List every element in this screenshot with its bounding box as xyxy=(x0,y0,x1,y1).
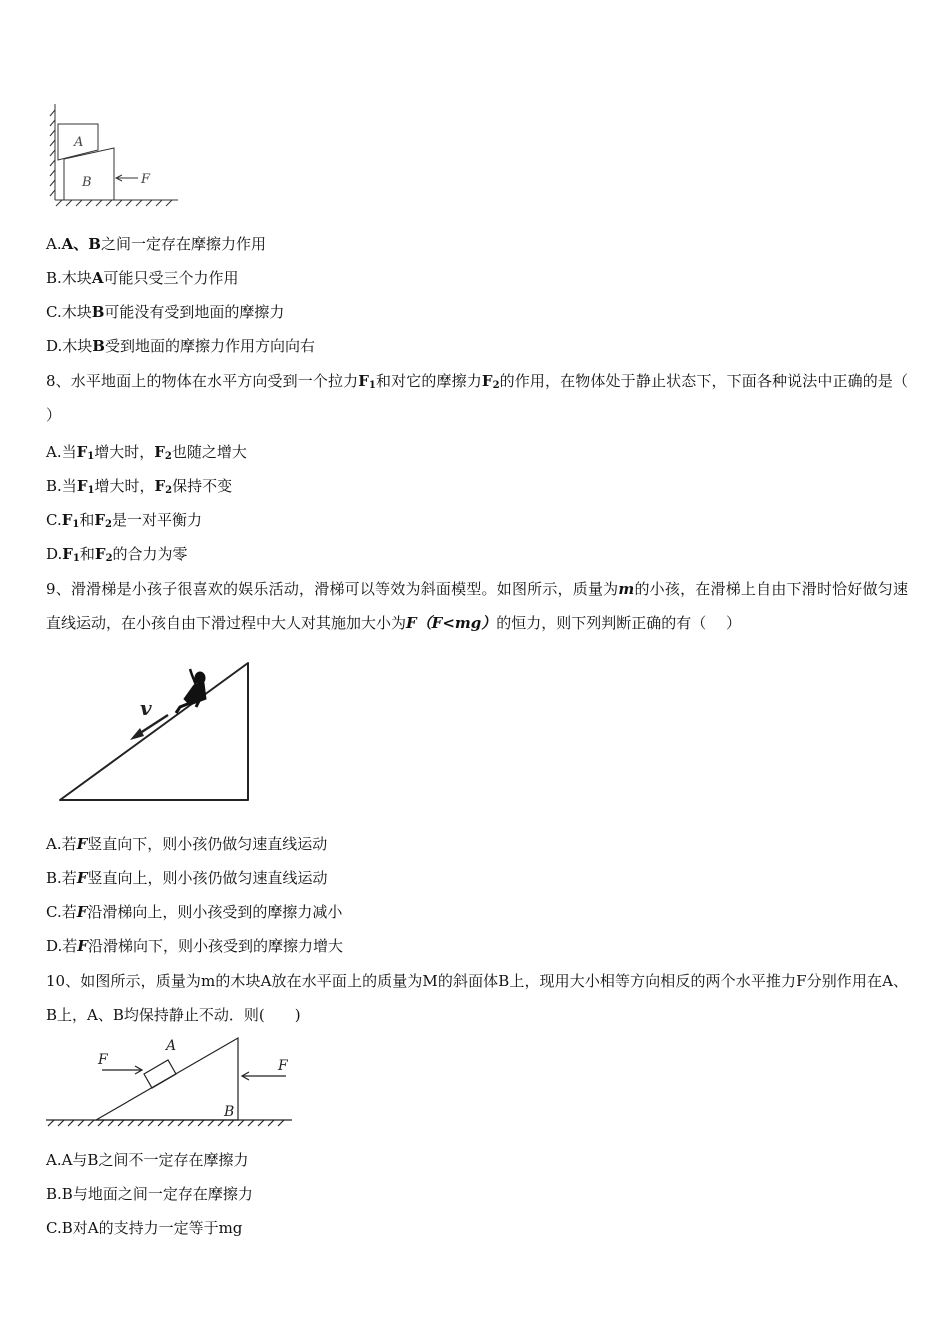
q9-stem-text: 的小孩，在滑梯上自由下滑时恰好做匀速直线运动，在小孩自由下滑过程中大人对其施加大小为 xyxy=(46,580,908,632)
force-symbol: F xyxy=(76,903,88,921)
force-symbol: F xyxy=(481,372,493,390)
subscript: 1 xyxy=(87,485,95,496)
q8-f2 xyxy=(482,372,500,390)
option-text: 当 xyxy=(61,477,77,495)
q9-figure-velocity-label: v xyxy=(140,696,152,720)
q8-f2 xyxy=(94,511,112,529)
q8-f1 xyxy=(358,372,376,390)
velocity-arrowhead-icon xyxy=(130,728,144,740)
q9-stem-text: 9、滑滑梯是小孩子很喜欢的娱乐活动，滑梯可以等效为斜面模型。如图所示，质量为 xyxy=(46,580,619,598)
q8-option-c[interactable] xyxy=(46,510,202,530)
force-symbol: F xyxy=(94,545,106,563)
option-label: A. xyxy=(46,235,62,253)
q7-figure-label-b: B xyxy=(82,175,92,190)
subscript: 1 xyxy=(72,519,80,530)
option-text: 若 xyxy=(61,835,77,853)
option-text: 和 xyxy=(79,511,95,529)
force-symbol: F xyxy=(358,372,369,390)
option-label: D. xyxy=(46,545,63,563)
subscript: 2 xyxy=(105,519,112,530)
q8-f2 xyxy=(154,443,172,461)
q10-option-a[interactable]: A.A与B之间不一定存在摩擦力 xyxy=(46,1151,249,1169)
option-text: 若 xyxy=(61,903,77,921)
option-text: 增大时， xyxy=(94,477,155,495)
force-symbol: F xyxy=(61,511,73,529)
subscript: 1 xyxy=(368,380,376,391)
option-text: 也随之增大 xyxy=(171,443,247,461)
q8-stem-text: 的作用，在物体处于静止状态下，下面各种说法中正确的是（ ） xyxy=(46,372,908,424)
option-text: 若 xyxy=(62,937,78,955)
option-text: 竖直向上，则小孩仍做匀速直线运动 xyxy=(87,869,328,887)
q8-stem xyxy=(46,364,908,432)
option-text: 之间一定存在摩擦力作用 xyxy=(100,235,266,253)
q8-option-a[interactable] xyxy=(46,442,247,462)
force-symbol: F xyxy=(76,835,88,853)
option-text: 沿滑梯向上，则小孩受到的摩擦力减小 xyxy=(87,903,343,921)
option-text: 若 xyxy=(61,869,77,887)
subscript: 2 xyxy=(164,451,172,462)
force-symbol: F xyxy=(94,511,106,529)
child-icon xyxy=(176,669,206,713)
q9-option-c[interactable] xyxy=(46,902,342,922)
mass-symbol: m xyxy=(618,580,635,598)
q8-stem-text: 8、水平地面上的物体在水平方向受到一个拉力 xyxy=(46,372,359,390)
option-text: 受到地面的摩擦力作用方向向右 xyxy=(104,337,315,355)
q8-f1 xyxy=(62,511,80,529)
option-text: 木块 xyxy=(61,303,92,321)
option-text: 可能只受三个力作用 xyxy=(103,269,239,287)
q9-option-b[interactable] xyxy=(46,868,327,888)
q7-figure xyxy=(40,100,190,210)
q10-stem: 10、如图所示，质量为m的木块A放在水平面上的质量为M的斜面体B上，现用大小相等方向相反的两个水平推力F分别作用在A、B上，A、B均保持静止不动．则( ) xyxy=(46,972,908,1024)
q10-figure-label-b: B xyxy=(224,1104,235,1120)
q10-option-b[interactable]: B.B与地面之间一定存在摩擦力 xyxy=(46,1185,253,1203)
q10-figure-label-a: A xyxy=(166,1038,177,1054)
option-text: 木块 xyxy=(62,337,93,355)
option-term: B xyxy=(91,303,105,321)
force-symbol: F xyxy=(154,477,166,495)
subscript: 1 xyxy=(72,553,80,564)
q9-option-a[interactable] xyxy=(46,834,327,854)
subscript: 1 xyxy=(87,451,95,462)
q10-figure-force-right: F xyxy=(278,1058,288,1074)
q10-figure xyxy=(40,1030,300,1130)
subscript: 2 xyxy=(492,380,500,391)
option-label: C. xyxy=(46,511,62,529)
q7-figure-label-f: F xyxy=(141,172,151,187)
q7-option-c[interactable] xyxy=(46,302,284,322)
force-symbol: F xyxy=(62,545,73,563)
q8-f2 xyxy=(154,477,172,495)
q8-f1 xyxy=(77,477,95,495)
q7-option-d[interactable] xyxy=(46,336,315,356)
option-label: B. xyxy=(46,269,62,287)
q7-option-a[interactable] xyxy=(46,234,266,254)
option-text: 增大时， xyxy=(94,443,155,461)
option-text: 保持不变 xyxy=(172,477,233,495)
subscript: 2 xyxy=(165,485,173,496)
option-label: B. xyxy=(46,477,62,495)
q7-figure-label-a: A xyxy=(74,135,84,150)
force-symbol: F xyxy=(76,869,88,887)
q8-option-b[interactable] xyxy=(46,476,232,496)
option-label: B. xyxy=(46,869,62,887)
option-text: 沿滑梯向下，则小孩受到的摩擦力增大 xyxy=(87,937,343,955)
option-text: 和 xyxy=(79,545,95,563)
subscript: 2 xyxy=(105,553,113,564)
option-label: D. xyxy=(46,337,63,355)
q9-stem xyxy=(46,572,908,640)
q10-figure-force-left: F xyxy=(98,1052,108,1068)
q9-figure xyxy=(50,655,260,805)
force-symbol: F xyxy=(76,443,88,461)
force-condition: （F<mg） xyxy=(416,614,497,632)
q8-f2 xyxy=(95,545,113,563)
q9-option-d[interactable] xyxy=(46,936,343,956)
q7-option-b[interactable] xyxy=(46,268,238,288)
option-text: 是一对平衡力 xyxy=(111,511,202,529)
option-label: D. xyxy=(46,937,63,955)
option-label: C. xyxy=(46,903,62,921)
option-text: 竖直向下，则小孩仍做匀速直线运动 xyxy=(87,835,328,853)
option-label: C. xyxy=(46,303,62,321)
option-text: 的合力为零 xyxy=(112,545,188,563)
option-term: B xyxy=(92,337,105,355)
option-label: A. xyxy=(46,835,62,853)
force-symbol: F xyxy=(154,443,165,461)
option-label: A. xyxy=(46,443,62,461)
q10-option-c[interactable]: C.B对A的支持力一定等于mg xyxy=(46,1219,243,1237)
q8-f1 xyxy=(62,545,80,563)
option-term: A、B xyxy=(61,235,101,253)
option-text: 木块 xyxy=(61,269,92,287)
option-term: A xyxy=(91,269,104,287)
force-symbol: F xyxy=(406,614,417,632)
q8-f1 xyxy=(77,443,95,461)
force-symbol: F xyxy=(77,937,88,955)
force-symbol: F xyxy=(76,477,88,495)
q9-stem-text: 的恒力，则下列判断正确的有（ ） xyxy=(496,614,742,632)
q8-stem-text: 和对它的摩擦力 xyxy=(375,372,482,390)
option-text: 当 xyxy=(61,443,77,461)
option-text: 可能没有受到地面的摩擦力 xyxy=(104,303,285,321)
q8-option-d[interactable] xyxy=(46,544,188,564)
